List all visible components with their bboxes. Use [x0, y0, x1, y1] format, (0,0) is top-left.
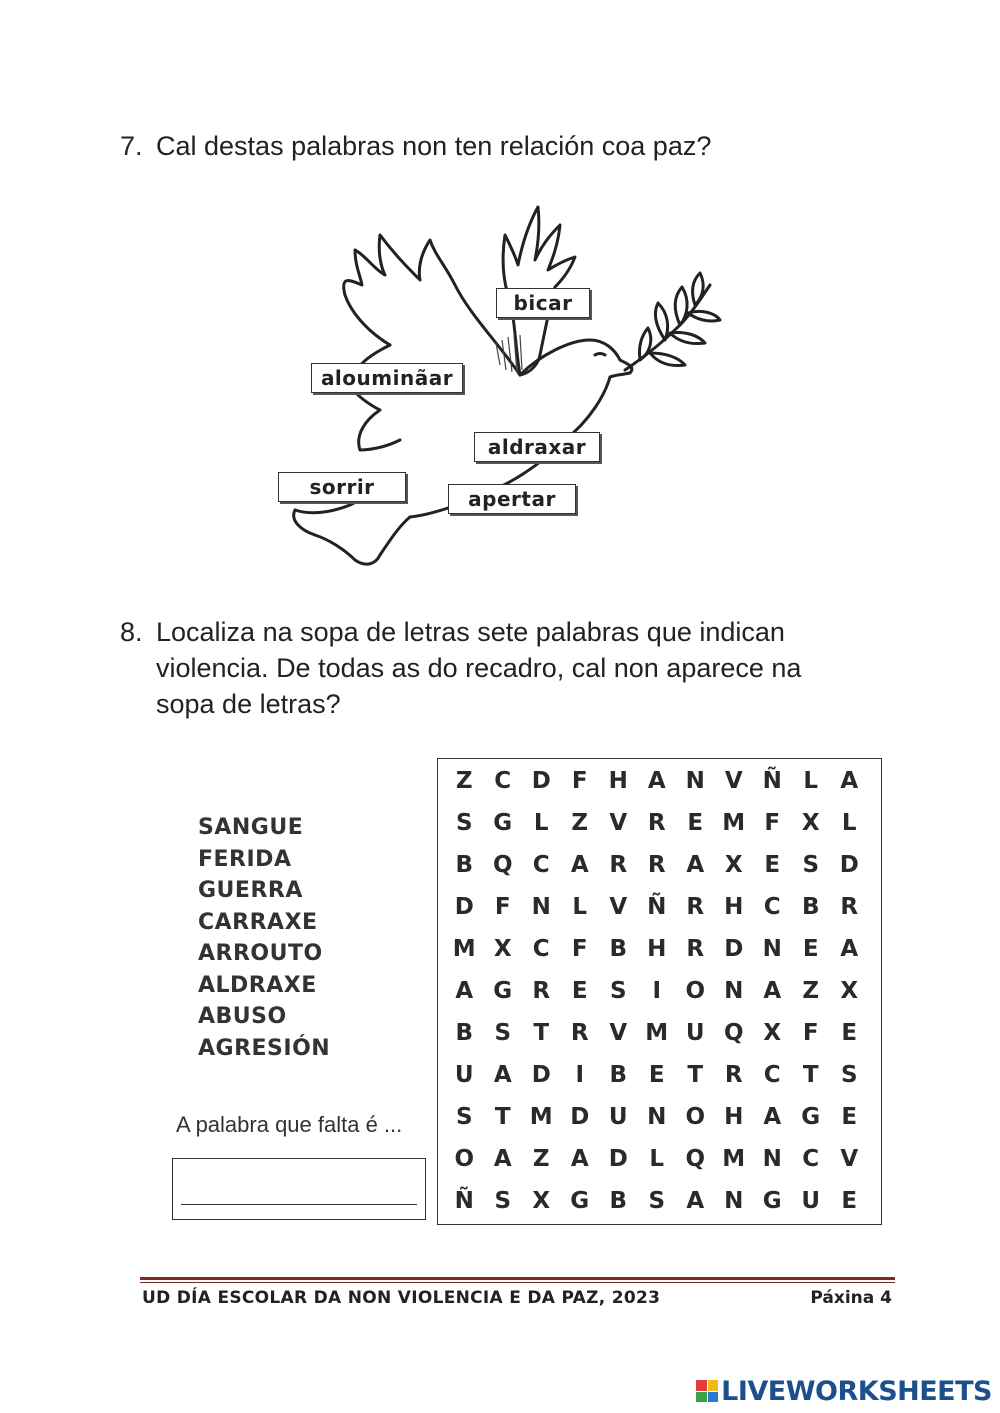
- grid-cell[interactable]: F: [494, 894, 511, 920]
- grid-cell[interactable]: T: [494, 1104, 511, 1130]
- footer-rule-thin: [140, 1282, 895, 1283]
- grid-row: [445, 886, 869, 928]
- grid-cell[interactable]: X: [724, 852, 743, 878]
- grid-row: [445, 970, 869, 1012]
- question-7-title: [120, 128, 820, 168]
- grid-cell[interactable]: C: [763, 1062, 781, 1088]
- grid-cell[interactable]: H: [724, 894, 744, 920]
- grid-cell[interactable]: B: [455, 1020, 474, 1046]
- answer-input-box[interactable]: [172, 1158, 426, 1220]
- grid-cell[interactable]: C: [494, 768, 512, 794]
- grid-cell[interactable]: D: [531, 768, 551, 794]
- grid-cell[interactable]: S: [840, 1062, 858, 1088]
- grid-cell[interactable]: R: [647, 810, 666, 836]
- grid-cell[interactable]: M: [645, 1020, 669, 1046]
- grid-cell[interactable]: S: [648, 1188, 666, 1214]
- question-7-text: Cal destas palabras non ten relación coa paz?: [156, 131, 712, 161]
- grid-cell[interactable]: F: [764, 810, 781, 836]
- grid-row: [445, 1054, 869, 1096]
- grid-cell[interactable]: O: [685, 978, 706, 1004]
- grid-cell[interactable]: C: [763, 894, 781, 920]
- word-search-grid: [445, 760, 869, 1222]
- grid-cell[interactable]: R: [647, 852, 666, 878]
- grid-cell[interactable]: S: [609, 978, 627, 1004]
- grid-cell[interactable]: E: [764, 852, 781, 878]
- grid-cell[interactable]: Q: [685, 1146, 706, 1172]
- grid-cell[interactable]: E: [841, 1104, 858, 1130]
- grid-cell[interactable]: Ñ: [647, 894, 667, 920]
- grid-cell[interactable]: I: [575, 1062, 585, 1088]
- grid-cell[interactable]: R: [686, 894, 705, 920]
- word-box-aldraxar: aldraxar: [474, 432, 600, 462]
- word-list-item: GUERRA: [198, 878, 303, 903]
- grid-cell[interactable]: X: [801, 810, 820, 836]
- grid-cell[interactable]: V: [609, 1020, 628, 1046]
- grid-cell[interactable]: S: [455, 810, 473, 836]
- question-8-text: Localiza na sopa de letras sete palabras que indican violencia. De todas as do recadro, cal non aparece na sopa de letras?: [156, 617, 802, 719]
- grid-cell[interactable]: A: [493, 1062, 512, 1088]
- page-number: Páxina 4: [810, 1288, 892, 1308]
- answer-line: [181, 1204, 417, 1205]
- grid-cell[interactable]: A: [570, 852, 589, 878]
- grid-cell[interactable]: G: [493, 978, 513, 1004]
- grid-cell[interactable]: A: [763, 978, 782, 1004]
- grid-cell[interactable]: E: [571, 978, 588, 1004]
- grid-row: [445, 1096, 869, 1138]
- question-7-number: 7.: [120, 131, 143, 161]
- grid-cell[interactable]: B: [801, 894, 820, 920]
- grid-cell[interactable]: R: [724, 1062, 743, 1088]
- missing-word-label: A palabra que falta é ...: [176, 1112, 403, 1137]
- grid-row: [445, 802, 869, 844]
- grid-cell[interactable]: D: [454, 894, 474, 920]
- word-box-sorrir: sorrir: [278, 472, 406, 502]
- grid-cell[interactable]: A: [686, 1188, 705, 1214]
- grid-cell[interactable]: Ñ: [762, 768, 782, 794]
- grid-cell[interactable]: A: [570, 1146, 589, 1172]
- grid-cell[interactable]: L: [533, 810, 549, 836]
- grid-cell[interactable]: B: [609, 1188, 628, 1214]
- word-list-item: CARRAXE: [198, 909, 318, 935]
- grid-cell[interactable]: E: [841, 1020, 858, 1046]
- grid-cell[interactable]: N: [724, 1188, 744, 1214]
- grid-cell[interactable]: R: [570, 1020, 589, 1046]
- grid-cell[interactable]: X: [840, 978, 859, 1004]
- grid-cell[interactable]: Q: [723, 1020, 744, 1046]
- grid-cell[interactable]: S: [494, 1020, 512, 1046]
- grid-cell[interactable]: T: [687, 1062, 704, 1088]
- grid-cell[interactable]: H: [608, 768, 628, 794]
- liveworksheets-logo-text: LIVEWORKSHEETS: [721, 1375, 992, 1407]
- grid-cell[interactable]: N: [531, 894, 551, 920]
- grid-cell[interactable]: A: [455, 978, 474, 1004]
- grid-cell[interactable]: N: [762, 1146, 782, 1172]
- grid-cell[interactable]: G: [493, 810, 513, 836]
- grid-cell[interactable]: D: [570, 1104, 590, 1130]
- grid-cell[interactable]: E: [841, 1188, 858, 1214]
- grid-cell[interactable]: V: [609, 810, 628, 836]
- grid-cell[interactable]: E: [802, 936, 819, 962]
- grid-cell[interactable]: A: [763, 1104, 782, 1130]
- grid-cell[interactable]: H: [724, 1104, 744, 1130]
- grid-cell[interactable]: Z: [802, 978, 820, 1004]
- grid-cell[interactable]: M: [529, 1104, 553, 1130]
- dove-illustration: [270, 195, 730, 580]
- grid-cell[interactable]: Ñ: [454, 1188, 474, 1214]
- grid-cell[interactable]: M: [722, 1146, 746, 1172]
- grid-cell[interactable]: R: [686, 936, 705, 962]
- grid-cell[interactable]: G: [801, 1104, 821, 1130]
- grid-cell[interactable]: R: [609, 852, 628, 878]
- grid-cell[interactable]: Z: [532, 1146, 550, 1172]
- grid-cell[interactable]: U: [608, 1104, 628, 1130]
- word-box-alouminar: alouminãar: [311, 363, 463, 393]
- grid-cell[interactable]: F: [571, 936, 588, 962]
- grid-cell[interactable]: L: [649, 1146, 665, 1172]
- grid-cell[interactable]: O: [685, 1104, 706, 1130]
- grid-cell[interactable]: V: [840, 1146, 859, 1172]
- word-list-item: FERIDA: [198, 846, 292, 872]
- grid-cell[interactable]: R: [840, 894, 859, 920]
- grid-row: [445, 844, 869, 886]
- grid-cell[interactable]: M: [722, 810, 746, 836]
- grid-cell[interactable]: E: [648, 1062, 665, 1088]
- grid-row: [445, 928, 869, 970]
- grid-cell[interactable]: S: [802, 852, 820, 878]
- grid-row: [445, 1180, 869, 1222]
- grid-cell[interactable]: C: [532, 936, 550, 962]
- word-box-bicar: bicar: [496, 288, 590, 318]
- grid-cell[interactable]: G: [570, 1188, 590, 1214]
- word-box-apertar: apertar: [448, 484, 576, 514]
- question-8-title: [120, 614, 880, 724]
- grid-cell[interactable]: Q: [492, 852, 513, 878]
- grid-cell[interactable]: H: [647, 936, 667, 962]
- grid-cell[interactable]: A: [686, 852, 705, 878]
- word-list-item: AGRESIÓN: [198, 1035, 331, 1061]
- grid-cell[interactable]: T: [802, 1062, 819, 1088]
- grid-cell[interactable]: T: [533, 1020, 550, 1046]
- grid-cell[interactable]: D: [839, 852, 859, 878]
- grid-cell[interactable]: A: [647, 768, 666, 794]
- liveworksheets-logo-icon: [696, 1380, 718, 1402]
- grid-cell[interactable]: L: [803, 768, 819, 794]
- grid-cell[interactable]: B: [609, 1062, 628, 1088]
- grid-cell[interactable]: A: [493, 1146, 512, 1172]
- grid-cell[interactable]: Z: [571, 810, 589, 836]
- word-list-item: ALDRAXE: [198, 972, 317, 998]
- grid-cell[interactable]: B: [455, 852, 474, 878]
- grid-cell[interactable]: U: [454, 1062, 474, 1088]
- grid-cell[interactable]: C: [532, 852, 550, 878]
- word-list-item: ABUSO: [198, 1004, 287, 1029]
- grid-row: [445, 1138, 869, 1180]
- grid-cell[interactable]: N: [647, 1104, 667, 1130]
- grid-cell[interactable]: X: [763, 1020, 782, 1046]
- grid-cell[interactable]: D: [608, 1146, 628, 1172]
- word-list-item: ARROUTO: [198, 941, 323, 966]
- grid-cell[interactable]: I: [652, 978, 662, 1004]
- grid-cell[interactable]: A: [840, 768, 859, 794]
- grid-cell[interactable]: X: [493, 936, 512, 962]
- grid-cell[interactable]: N: [685, 768, 705, 794]
- grid-cell[interactable]: U: [685, 1020, 705, 1046]
- grid-cell[interactable]: C: [802, 1146, 820, 1172]
- grid-cell[interactable]: D: [531, 1062, 551, 1088]
- grid-cell[interactable]: E: [687, 810, 704, 836]
- grid-cell[interactable]: A: [840, 936, 859, 962]
- grid-cell[interactable]: V: [609, 894, 628, 920]
- grid-cell[interactable]: V: [724, 768, 743, 794]
- grid-cell[interactable]: G: [762, 1188, 782, 1214]
- grid-cell[interactable]: D: [724, 936, 744, 962]
- grid-cell[interactable]: U: [801, 1188, 821, 1214]
- question-8-number: 8.: [120, 617, 143, 647]
- grid-cell[interactable]: R: [532, 978, 551, 1004]
- grid-cell[interactable]: B: [609, 936, 628, 962]
- grid-cell[interactable]: O: [454, 1146, 475, 1172]
- liveworksheets-logo: [696, 1374, 992, 1408]
- grid-cell[interactable]: X: [532, 1188, 551, 1214]
- word-list-item: SANGUE: [198, 815, 304, 840]
- grid-cell[interactable]: Z: [455, 768, 473, 794]
- grid-cell[interactable]: F: [802, 1020, 819, 1046]
- footer-title: UD DÍA ESCOLAR DA NON VIOLENCIA E DA PAZ, 2023: [142, 1288, 661, 1308]
- grid-cell[interactable]: M: [452, 936, 476, 962]
- grid-cell[interactable]: N: [762, 936, 782, 962]
- grid-cell[interactable]: L: [572, 894, 588, 920]
- grid-row: [445, 1012, 869, 1054]
- footer-rule: [140, 1277, 895, 1280]
- grid-cell[interactable]: L: [841, 810, 857, 836]
- grid-cell[interactable]: F: [571, 768, 588, 794]
- grid-cell[interactable]: N: [724, 978, 744, 1004]
- grid-row: [445, 760, 869, 802]
- grid-cell[interactable]: S: [494, 1188, 512, 1214]
- grid-cell[interactable]: S: [455, 1104, 473, 1130]
- word-list: [198, 812, 330, 1064]
